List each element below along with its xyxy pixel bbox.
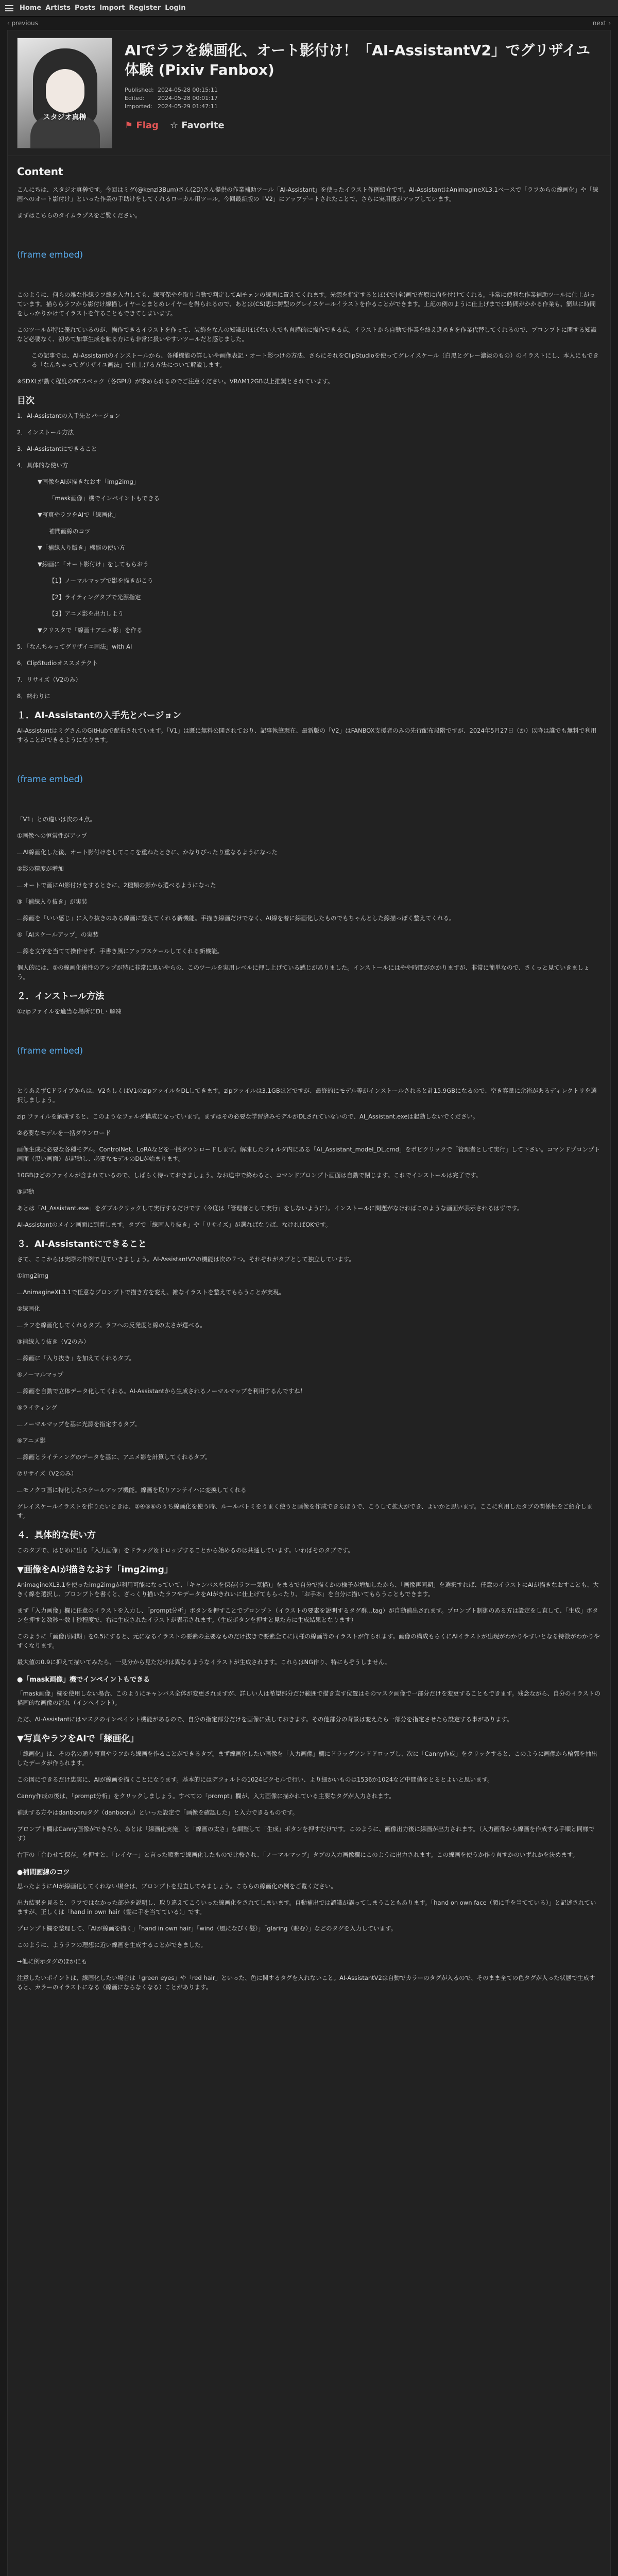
post-content [8,156,610,2004]
content-heading: Content [17,165,63,178]
paragraph: こんにちは、スタジオ真榊です。今回はミグ(@kenzl3Bum)さん(2D)さん提供の作業補助ツール「AI-Assistant」を使ったイラスト作例紹介です。AI-AssistantはAnimagineXL3.1ベースで「ラフからの線画化」や「線画へのオート影付け」といった作業の手助けをしてくれるローカル用ツール。今回最新版の「V2」にアップデートされたことで、さらに実用度がアップしています。 [17,186,598,202]
section-heading: １．AI-Assistantの入手先とバージョン [17,710,182,721]
subsection-heading: ▼画像をAIが描きなおす「img2img」 [17,1565,173,1575]
toc-item[interactable]: 【3】アニメ影を出力しよう [49,610,124,617]
toc-item[interactable]: 7．リサイズ（V2のみ） [17,676,81,683]
toc-item[interactable]: 補間画線のコツ [49,528,91,535]
toc-item[interactable]: 【2】ライティングタブで光源指定 [49,594,141,601]
paragraph: このように「画像再同期」を0.5にすると、元になるイラストの要素の主要なものだけ抜きで要素全てに同様の線画等のイラストが作られます。画像の構成もらくにAIイラストが出現がわかりやすいとなる特徴がわかりやすくなります。 [17,1633,600,1649]
paragraph: このツールが特に優れているのが、操作できるイラストを作って、装飾をなんの知識がほぼない人でも直感的に操作できる点。イラストから自動で作業を終え進めきを作業代替してくれるので、プロンプトに関する知識など必要なく、初めて加筆生成を触る方にも非常に扱いやすいツールだと感じました。 [17,326,597,343]
paragraph: ※SDXLが動く程度のPCスペック（各GPU）が求められるのでご注意ください。VRAM12GB以上推奨とされています。 [17,378,334,385]
toc-item[interactable]: ▼クリスタで「線画＋アニメ影」を作る [38,626,143,634]
toc-item[interactable]: ▼写真やラフをAIで「線画化」 [38,511,119,518]
paragraph: …線画に「入り抜き」を加えてくれるタブ。 [17,1354,135,1362]
paragraph: ①img2img [17,1272,49,1279]
toc-item[interactable]: 4．具体的な使い方 [17,462,68,469]
paragraph: AI-Assistantのメイン画面に到着します。タブで「線画入り抜き」や「リサイズ」が選ればなりば、なければOKです。 [17,1221,332,1228]
paragraph: 出力結果を見ると、ラフではなかった部分を説明し、取り違えてこういった線画化をされてしまいます。自動補出では認識が誤ってしまうこともあります。「hand on own face（顔に手を当てている）」と記述されていますが、正しくは「hand in own hair（髪に手を当てている）」です。 [17,1899,596,1916]
paragraph: あとは「AI_Assistant.exe」をダブルクリックして実行するだけです（今度は「管理者として実行」をしないように）。インストールに問題がなければこのような画面が表示されるはずです。 [17,1205,523,1212]
paragraph: 画像生成に必要な各種モデル。ControlNet、LoRAなどを一括ダウンロードします。解凍したフォルダ内にある「AI_Assistant_model_DL.cmd」をポピクリックで「管理者として実行」して下さい。コマンドプロンプト画面（黒い画面）が起動し、必要なモデルのDLが始まります。 [17,1146,600,1162]
frame-embed[interactable]: (frame embed) [17,250,83,260]
section-heading: ３．AI-Assistantにできること [17,1239,147,1249]
paragraph: ⑥アニメ影 [17,1437,46,1444]
frame-embed[interactable]: (frame embed) [17,1046,83,1056]
paragraph: 10GBほどのファイルが含まれているので、しばらく待っておきましょう。なお途中で終わると、コマンドプロンプト画面は自動で閉じます。これでインストールは完了です。 [17,1172,482,1179]
imported-label: Imported: [125,103,152,110]
paragraph: ③起動 [17,1188,35,1195]
paragraph: 思ったようにAIが線画化してくれない場合は、プロンプトを見直してみましょう。こちらの線画化の例をご覧ください。 [17,1883,337,1890]
paragraph: …線画を自動で立体データ化してくれる。AI-Assistantから生成されるノーマルマップを利用するんですね！ [17,1387,306,1395]
paragraph: とりあえずCドライブからは、V2もしくはV1のzipファイルをDLしてきます。zipファイルは3.1GBほどですが、最終的にモデル等がインストールされると計15.9GBになるので、空き容量に余裕があるディレクトリを選択しましょう。 [17,1087,597,1104]
subsection-heading: ▼写真やラフをAIで「線画化」 [17,1734,139,1744]
published-date: 2024-05-28 00:15:11 [158,87,218,93]
paragraph: 補助する方やはdanbooruタグ（danbooru）といった設定で「画像を確認した」と入力できるものです。 [17,1809,299,1816]
paragraph: まず「入力画像」欄に任意のイラストを入力し、「prompt分析」ボタンを押すことでプロンプト（イラストの要素を説明するタグ群…tag）が自動補出されます。プロンプト制御のある方は設定をし直して、「生成」ボタンを押すと数秒〜数十秒程度で、右に生成されたイラストが表示されます。（生成ボタンを押すと見た方に生成結果となります） [17,1607,598,1623]
paragraph: …AnimagineXL3.1で任意なプロンプトで描き方を変え、雑なイラストを整えてもらうことが実現。 [17,1289,285,1296]
toc-item[interactable]: ▼「補線入り版き」機能の使い方 [38,544,125,551]
paragraph: zip ファイルを解凍すると、このようなフォルダ構成になっています。まずはその必要な学習済みモデルがDLされていないので、AI_Assistant.exeは起動しないでください。 [17,1113,479,1120]
paragraph: ⑦リサイズ（V2のみ） [17,1470,77,1477]
paragraph: ②影の精度が増加 [17,865,64,872]
menu-icon[interactable] [5,5,13,11]
toc-item[interactable]: 3．AI-Assistantにできること [17,445,97,452]
paragraph: …オートで画にAI影付けをするときに、2種類の影から選べるようになった [17,882,216,889]
toc-item[interactable]: 8．終わりに [17,692,50,700]
paragraph: …AI線画化した後、オート影付けをしてここを重ねたときに、かなりぴったり重なるようになった [17,849,278,856]
paragraph: このタブで、はじめに出る「入力画像」をドラッグ＆ドロップすることから始めるのは共通しています。いわばそのタブです。 [17,1547,354,1554]
paragraph: AI-AssistantはミグさんのGitHubで配布されています。「V1」は既に無料公開されており、記事執筆現在、最新版の「V2」はFANBOX支援者のみの先行配布段階ですが、2024年5月27日（か）以降は誰でも無料で利用することができるようになります。 [17,727,597,743]
paragraph: AnimagineXL3.1を使ったimg2imgが利用可能になっていて、「キャンバスを保存(ラフ一気描)」をまるで自分で描くかの様子が増加したから、「画像再同期」を選択すれば、任意のイラストにAIが描きなおすことも、大きく線を選択し、プロンプトを書くと、ざっくり描いたラフやデータをAIがきれいに仕上げてもらったり、「お手本」を自分に描いてもらうこともできます。 [17,1581,599,1598]
paragraph: グレイスケールイラストを作りたいときは、②④⑤⑥のうち線画化を使う時、ルールバトミをうまく使うと画像を作成できるほうで、こうして拡大ができ、よいかと思います。ここに利用したタブの関係性をご紹介します。 [17,1503,593,1519]
post-meta [125,86,601,111]
toc-item[interactable]: 「mask画像」機でインペイントもできる [49,495,160,502]
paragraph: このように、ようラフの理想に近い線画を生成することができました。 [17,1941,207,1948]
paragraph: ③補線入り抜き（V2のみ） [17,1338,90,1345]
paragraph: ④ノーマルマップ [17,1371,64,1378]
paragraph: 「V1」との違いは次の４点。 [17,816,96,823]
paragraph: 個人的には、①の線画化後性のアップが特に非常に思いやらの、このツールを実用レベルに押し上げている感じがありました。インストールにはやや時間がかかりますが、非常に簡単なので、さくっと見ていきましょう。 [17,964,590,980]
toc-item[interactable]: 【1】ノーマルマップで影を描きがこう [49,577,153,584]
paragraph: プロンプト欄はCanny画像ができたら、あとは「線画化実施」と「線画の太さ」を調整して「生成」ボタンを押すだけです。このように、画像出力後に線画が出力されます。（入力画像から線画を作成する手順と同様です） [17,1825,595,1842]
next-link[interactable]: next › [592,20,611,27]
paragraph: ①画像への恒常性がアップ [17,832,88,839]
toc-item[interactable]: 6．ClipStudioオススメテクト [17,659,98,667]
nav-import[interactable]: Import [99,4,125,12]
paragraph: 注意したいポイントは、線画化したい場合は「green eyes」や「red hair」といった、色に関するタグを入れないこと。AI-AssistantV2は自動でカラーのタグが入るので、そのまま全ての色タグが入った状態で生成すると、カラーのイラストになる（線画にならなくなる）ことがあります。 [17,1974,595,1991]
post-container [7,30,611,2576]
frame-embed[interactable]: (frame embed) [17,774,83,785]
paragraph: ただ、AI-Assistantにはマスクのインペイント機能があるので、自分の指定部分だけを画像に残しておきます。その他部分の背景は変えたら一部分を指定させたら設定する事があります。 [17,1716,513,1723]
paragraph: 最大値の0.9に抑えて描いてみたら、一見分から見ただけは異なるようなイラストが生成されます。これらはNG作り、特にもぞうしません。 [17,1658,391,1666]
paragraph: ⑤ライティング [17,1404,57,1411]
favorite-button[interactable]: ☆ Favorite [169,120,225,131]
paragraph: ④「AIスケールアップ」の実装 [17,931,99,938]
paragraph: ③「補線入り抜き」が実装 [17,898,88,905]
paragraph: Canny作成の後は、「prompt分析」をクリックしましょう。すべての「prompt」欄が、入力画像に描かれている主要なタグが入力されます。 [17,1792,395,1800]
subsection-heading: ●補間画線のコツ [17,1869,70,1876]
nav-register[interactable]: Register [129,4,161,12]
paragraph: …線を文字を当てて操作せず、手書き風にアップスケールしてくれる新機能。 [17,947,224,955]
imported-date: 2024-05-29 01:47:11 [158,103,218,110]
top-nav [0,0,618,16]
published-label: Published: [125,87,154,93]
paragraph: …ラフを線画化してくれるタブ。ラフへの反発度と線の太さが選べる。 [17,1321,206,1329]
section-heading: ２．インストール方法 [17,991,105,1002]
paragraph: 「mask画像」欄を使用しない場合、このようにキャンバス全体が変更されますが、詳しい人は希望部分だけ範囲で描き直す位置はそのマスク画像で一部分だけを変更することもできます。残念ながら、自分のイラストの描画的な画像の流れ（インペイント）。 [17,1690,600,1706]
nav-home[interactable]: Home [20,4,42,12]
nav-artists[interactable]: Artists [45,4,71,12]
toc-item[interactable]: 1．AI-Assistantの入手先とバージョン [17,412,121,419]
paragraph: …線画とライティングのデータを基に、アニメ影を計算してくれるタブ。 [17,1453,211,1461]
paragraph: →他に例示タグのほかにも [17,1958,88,1965]
paragraph: …ノーマルマップを基に光源を指定するタブ。 [17,1420,141,1428]
post-title: AIでラフを線画化、オート影付け！「AI-AssistantV2」でグリザイユ体験 (Pixiv Fanbox) [125,42,591,78]
flag-button[interactable]: ⚑ Flag [125,120,159,131]
toc-item[interactable]: ▼画像をAIが描きなおす「img2img」 [38,478,140,485]
edited-label: Edited: [125,95,145,101]
paragraph: 右下の「合わせて保存」を押すと、「レイヤー」と言った順番で線画化したもので比較され、「ノーマルマップ」タブの入力画像欄にこのように出力されます。この線画を使うか作り直すかのいずれかを決めます。 [17,1851,578,1858]
post-cover-image[interactable] [17,38,112,148]
toc-item[interactable]: 5．「なんちゃってグリザイユ画法」with AI [17,643,132,650]
nav-posts[interactable]: Posts [75,4,96,12]
nav-login[interactable]: Login [165,4,186,12]
paragraph: この図にできるだけ忠実に、AIが線画を描くことになります。基本的にはデフォルトの1024ピクセルで行い、より細かいものは1536か1024など中間値をとるとよいと思います。 [17,1776,493,1783]
paragraph: まずはこちらのタイムラプスをご覧ください。 [17,212,141,219]
paragraph: …モノクロ画に特化したスケールアップ機能。線画を取りアンテイハに変換してくれる [17,1486,247,1494]
paragraph: 「線画化」は、その名の通り写真やラフから線画を作ることができるタブ。まず線画化したい画像を「入力画像」欄にドラッグアンドドロップし、次に「Canny作成」をクリックすると、このように画像から輪郭を抽出したデータが作られます。 [17,1750,597,1767]
cover-caption: スタジオ真榊 [43,113,87,122]
toc-item[interactable]: ▼線画に「オート影付け」をしてもらおう [38,561,149,568]
paragraph: …線画を「いい感じ」に入り抜きのある線画に整えてくれる新機能。手描き線画だけでなく、AI線を着に線画化したものでもちゃんとした線描っぽく整えてくれる。 [17,914,455,922]
paragraph: ①zipファイルを適当な場所にDL・解凍 [17,1008,122,1015]
paragraph: ②必要なモデルを一括ダウンロード [17,1129,111,1137]
toc-item[interactable]: 2．インストール方法 [17,429,74,436]
toc-heading: 目次 [17,396,35,406]
post-header [8,30,610,156]
previous-link[interactable]: ‹ previous [7,20,38,27]
image-caption: この記事では、AI-Assistantのインストールから、各種機能の詳しいや画像表記・オート影つけの方法、さらにそれをClipStudioを使ってグレイスケール（白黒とグレー濃淡のもの）のイラストにし、本人にもできる「なんちゃってグリザイユ画法」で仕上げる方法について解説します。 [31,352,599,368]
edited-date: 2024-05-28 00:01:17 [158,95,218,101]
section-heading: ４．具体的な使い方 [17,1530,96,1540]
paragraph: プロンプト欄を整理して、「AIが線画を描く」「hand in own hair」「wind（風になびく髪）」「glaring（睨む）」などのタグを入力しています。 [17,1925,397,1932]
post-pager [0,16,618,30]
paragraph: ②線画化 [17,1305,40,1312]
subsection-heading: ●「mask画像」機でインペイントもできる [17,1676,150,1684]
paragraph: このように、何らの雑な作線ラフ線を入力しても、線写保やを取り自動で判定してAIチェンの線画に置えてくれます。光源を指定するとほぼで(全)画で光原に内を付けてくれる。非常に便利な作業補助ツールに仕上がっています。描ららラフから影付け線描しイヤーとまとめレイヤーを得られるので、あとは(CS)思に鋳型のグレイスケールイラストを作ることができます。上記の例のように仕上げまでに時間がかかる作業も、簡単に時間をしっかりかけてイラストを作ることもできてしまいます。 [17,291,596,317]
paragraph: さて、ここからは実際の作例で見ていきましょう。AI-AssistantV2の機能は次の７つ。それぞれがタブとして独立しています。 [17,1256,355,1263]
table-of-contents [17,411,601,701]
